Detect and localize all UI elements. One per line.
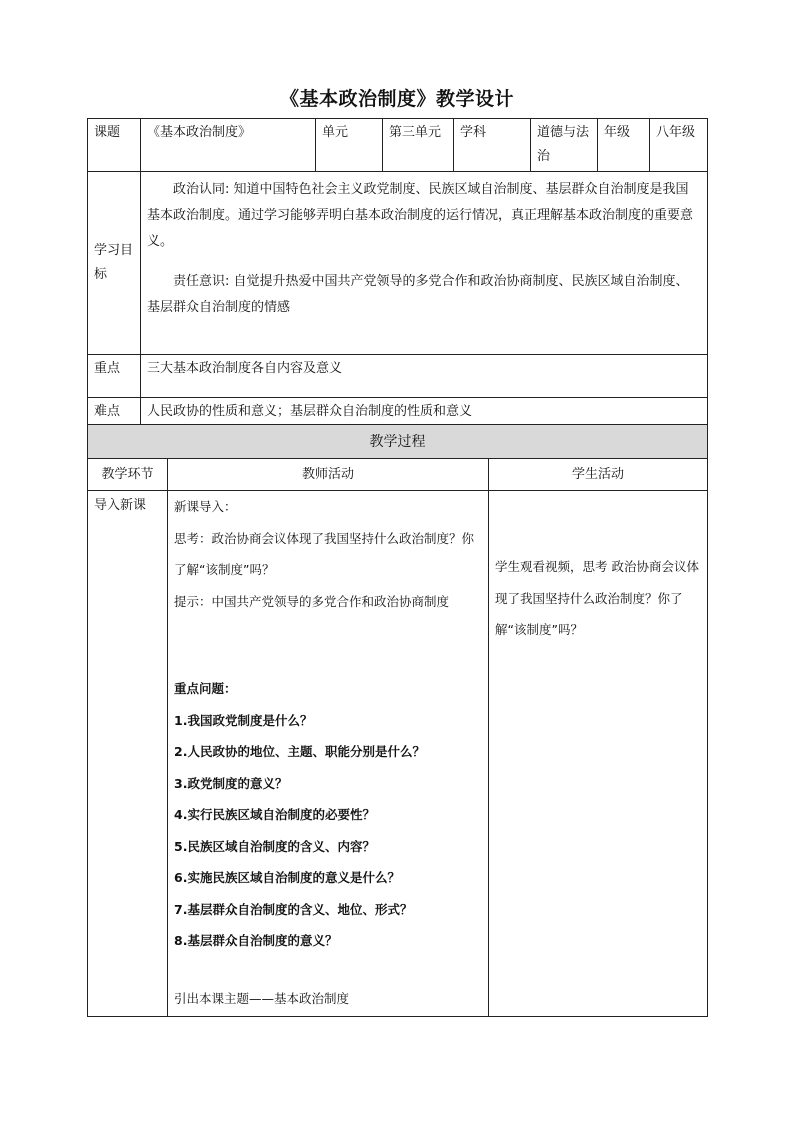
question-8: 8.基层群众自治制度的意义？ (174, 933, 338, 948)
topic-label: 课题 (88, 119, 141, 172)
process-header: 教学过程 (88, 425, 708, 459)
think-line: 思考：政治协商会议体现了我国坚持什么政治制度？你了解“该制度”吗？ (174, 530, 475, 577)
question-5: 5.民族区域自治制度的含义、内容？ (174, 838, 375, 854)
document-title: 《基本政治制度》教学设计 (279, 88, 514, 110)
info-table (87, 118, 708, 427)
difficulty-label: 难点 (88, 398, 141, 427)
question-6: 6.实施民族区域自治制度的意义是什么？ (174, 870, 400, 885)
difficulty-value: 人民政协的性质和意义；基层群众自治制度的性质和意义 (141, 398, 708, 427)
topic-value: 《基本政治制度》 (141, 119, 316, 172)
key-point-value: 三大基本政治制度各自内容及意义 (141, 355, 708, 398)
question-4: 4.实行民族区域自治制度的必要性？ (174, 807, 375, 822)
stage-cell: 导入新课 (88, 491, 168, 1017)
teacher-activity (168, 491, 489, 1017)
hint-line: 提示：中国共产党领导的多党合作和政治协商制度 (174, 593, 450, 609)
goal-responsibility: 责任意识: 自觉提升热爱中国共产党领导的多党合作和政治协商制度、民族区域自治制度、基层群众自治制度的情感 (147, 274, 689, 315)
unit-value: 第三单元 (383, 119, 454, 172)
col-teacher-header: 教师活动 (168, 459, 489, 491)
subject-label: 学科 (454, 119, 531, 172)
question-7: 7.基层群众自治制度的含义、地位、形式？ (174, 901, 413, 917)
question-1: 1.我国政党制度是什么？ (174, 712, 313, 728)
key-point-label: 重点 (88, 355, 141, 398)
student-activity: 学生观看视频，思考 政治协商会议体现了我国坚持什么政治制度？你了解“该制度”吗？ (489, 491, 708, 1017)
grade-label: 年级 (598, 119, 650, 172)
grade-value: 八年级 (650, 119, 708, 172)
question-3: 3.政党制度的意义？ (174, 775, 288, 791)
subject-value: 道德与法治 (531, 119, 598, 172)
lead-out-line: 引出本课主题——基本政治制度 (174, 990, 350, 1006)
goals-content (141, 172, 708, 355)
process-table (87, 424, 708, 1017)
intro-line: 新课导入： (174, 499, 237, 514)
col-stage-header: 教学环节 (88, 459, 168, 491)
goal-political-identity: 政治认同: 知道中国特色社会主义政党制度、民族区域自治制度、基层群众自治制度是我国基本政治制度。通过学习能够弄明白基本政治制度的运行情况，真正理解基本政治制度的重要意义。 (147, 182, 694, 249)
goals-label: 学习目标 (88, 172, 141, 355)
unit-label: 单元 (316, 119, 383, 172)
key-questions-label: 重点问题： (174, 681, 237, 696)
col-student-header: 学生活动 (489, 459, 708, 491)
question-2: 2.人民政协的地位、主题、职能分别是什么？ (174, 744, 425, 759)
